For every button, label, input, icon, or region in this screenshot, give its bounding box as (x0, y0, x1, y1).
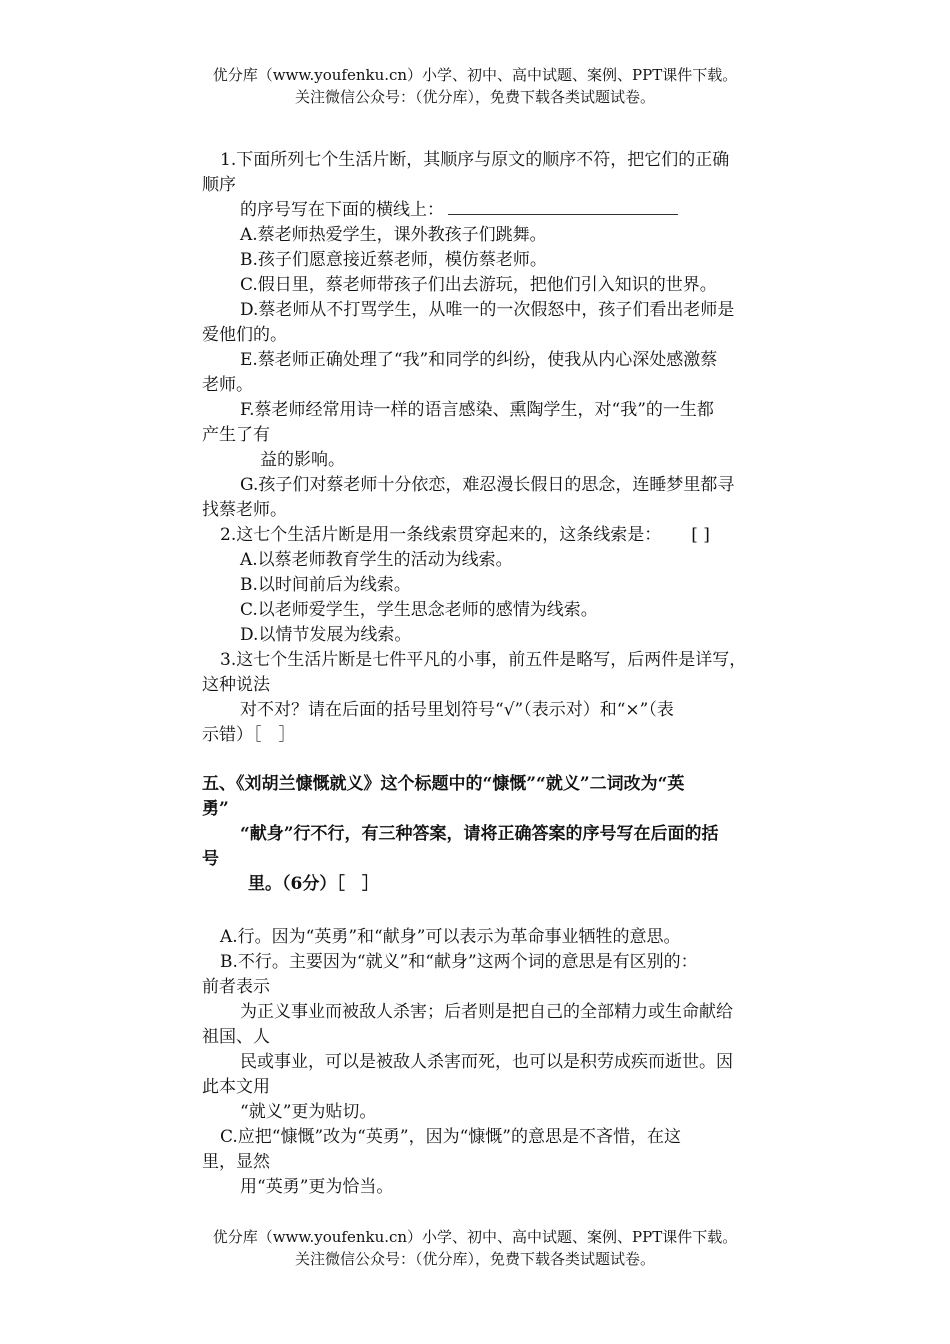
q3-stem-line-3: 对不对？请在后面的括号里划符号“√”（表示对）和“×”（表 (240, 700, 674, 720)
sec5-option-a: A.行。因为“英勇”和“献身”可以表示为革命事业牺牲的意思。 (220, 927, 681, 947)
sec5-option-c-line-2: 里，显然 (202, 1152, 270, 1172)
q1-option-a: A.蔡老师热爱学生，课外教孩子们跳舞。 (240, 225, 547, 245)
q1-option-b: B.孩子们愿意接近蔡老师，模仿蔡老师。 (240, 250, 547, 270)
q2-answer-bracket[interactable]: [ ] (691, 525, 710, 545)
q1-stem-line-2: 顺序 (202, 175, 236, 195)
q1-stem-line-1: 1.下面所列七个生活片断，其顺序与原文的顺序不符，把它们的正确 (220, 150, 730, 170)
sec5-option-b-line-4: 祖国、人 (202, 1027, 270, 1047)
q1-stem-text: 的序号写在下面的横线上： (240, 200, 444, 220)
q2-stem (202, 523, 802, 548)
q2-option-b: B.以时间前后为线索。 (240, 575, 411, 595)
sec5-option-c-line-3: 用“英勇”更为恰当。 (240, 1177, 394, 1197)
sec5-heading-line-3: “献身”行不行，有三种答案，请将正确答案的序号写在后面的括 (240, 824, 719, 844)
header-line-2: 关注微信公众号：（优分库），免费下载各类试题试卷。 (294, 88, 655, 106)
q1-option-e-line-2: 老师。 (202, 375, 253, 395)
footer-line-2: 关注微信公众号：（优分库），免费下载各类试题试卷。 (294, 1250, 655, 1268)
sec5-option-b-line-7: “就义”更为贴切。 (240, 1102, 377, 1122)
q1-option-e-line-1: E.蔡老师正确处理了“我”和同学的纠纷，使我从内心深处感激蔡 (240, 350, 718, 370)
sec5-option-c-line-1: C.应把“慷慨”改为“英勇”，因为“慷慨”的意思是不吝惜，在这 (220, 1127, 681, 1147)
page-header (0, 64, 950, 108)
sec5-heading-line-4: 号 (202, 849, 219, 869)
sec5-option-b-line-6: 此本文用 (202, 1077, 270, 1097)
page-footer (0, 1226, 950, 1270)
sec5-heading-line-5: 里。（6分）［ ］ (248, 874, 379, 894)
sec5-option-b-line-5: 民或事业，可以是被敌人杀害而死，也可以是积劳成疾而逝世。因 (240, 1052, 733, 1072)
q1-option-c: C.假日里，蔡老师带孩子们出去游玩，把他们引入知识的世界。 (240, 275, 717, 295)
q3-stem-line-1: 3.这七个生活片断是七件平凡的小事，前五件是略写，后两件是详写， (220, 650, 747, 670)
q2-option-c: C.以老师爱学生，学生思念老师的感情为线索。 (240, 600, 598, 620)
sec5-option-b-line-3: 为正义事业而被敌人杀害；后者则是把自己的全部精力或生命献给 (240, 1002, 733, 1022)
q1-option-f-line-3: 益的影响。 (260, 450, 345, 470)
q1-option-d-line-1: D.蔡老师从不打骂学生，从唯一的一次假怒中，孩子们看出老师是 (240, 300, 735, 320)
q3-stem-line-2: 这种说法 (202, 675, 270, 695)
q1-option-d-line-2: 爱他们的。 (202, 325, 287, 345)
sec5-heading-line-1: 五、《刘胡兰慷慨就义》这个标题中的“慷慨”“就义”二词改为“英 (202, 774, 685, 794)
sec5-option-b-line-2: 前者表示 (202, 977, 270, 997)
q2-option-d: D.以情节发展为线索。 (240, 625, 412, 645)
q1-option-f-line-1: F.蔡老师经常用诗一样的语言感染、熏陶学生，对“我”的一生都 (240, 400, 714, 420)
header-line-1: 优分库（www.youfenku.cn）小学、初中、高中试题、案例、PPT课件下载。 (212, 66, 738, 84)
q1-option-g-line-1: G.孩子们对蔡老师十分依恋，难忍漫长假日的思念，连睡梦里都寻 (240, 475, 735, 495)
q1-option-g-line-2: 找蔡老师。 (202, 500, 287, 520)
q2-option-a: A.以蔡老师教育学生的活动为线索。 (240, 550, 513, 570)
q1-option-f-line-2: 产生了有 (202, 425, 270, 445)
q3-stem-line-4: 示错）［ ］ (202, 725, 296, 745)
document-body (202, 148, 802, 1200)
q1-stem-line-3 (202, 198, 802, 223)
sec5-heading-line-2: 勇” (202, 799, 229, 819)
q1-answer-blank[interactable] (448, 198, 678, 215)
q2-stem-text: 2.这七个生活片断是用一条线索贯穿起来的，这条线索是： (220, 525, 662, 545)
footer-line-1: 优分库（www.youfenku.cn）小学、初中、高中试题、案例、PPT课件下载。 (212, 1228, 738, 1246)
sec5-option-b-line-1: B.不行。主要因为“就义”和“献身”这两个词的意思是有区别的： (220, 952, 698, 972)
